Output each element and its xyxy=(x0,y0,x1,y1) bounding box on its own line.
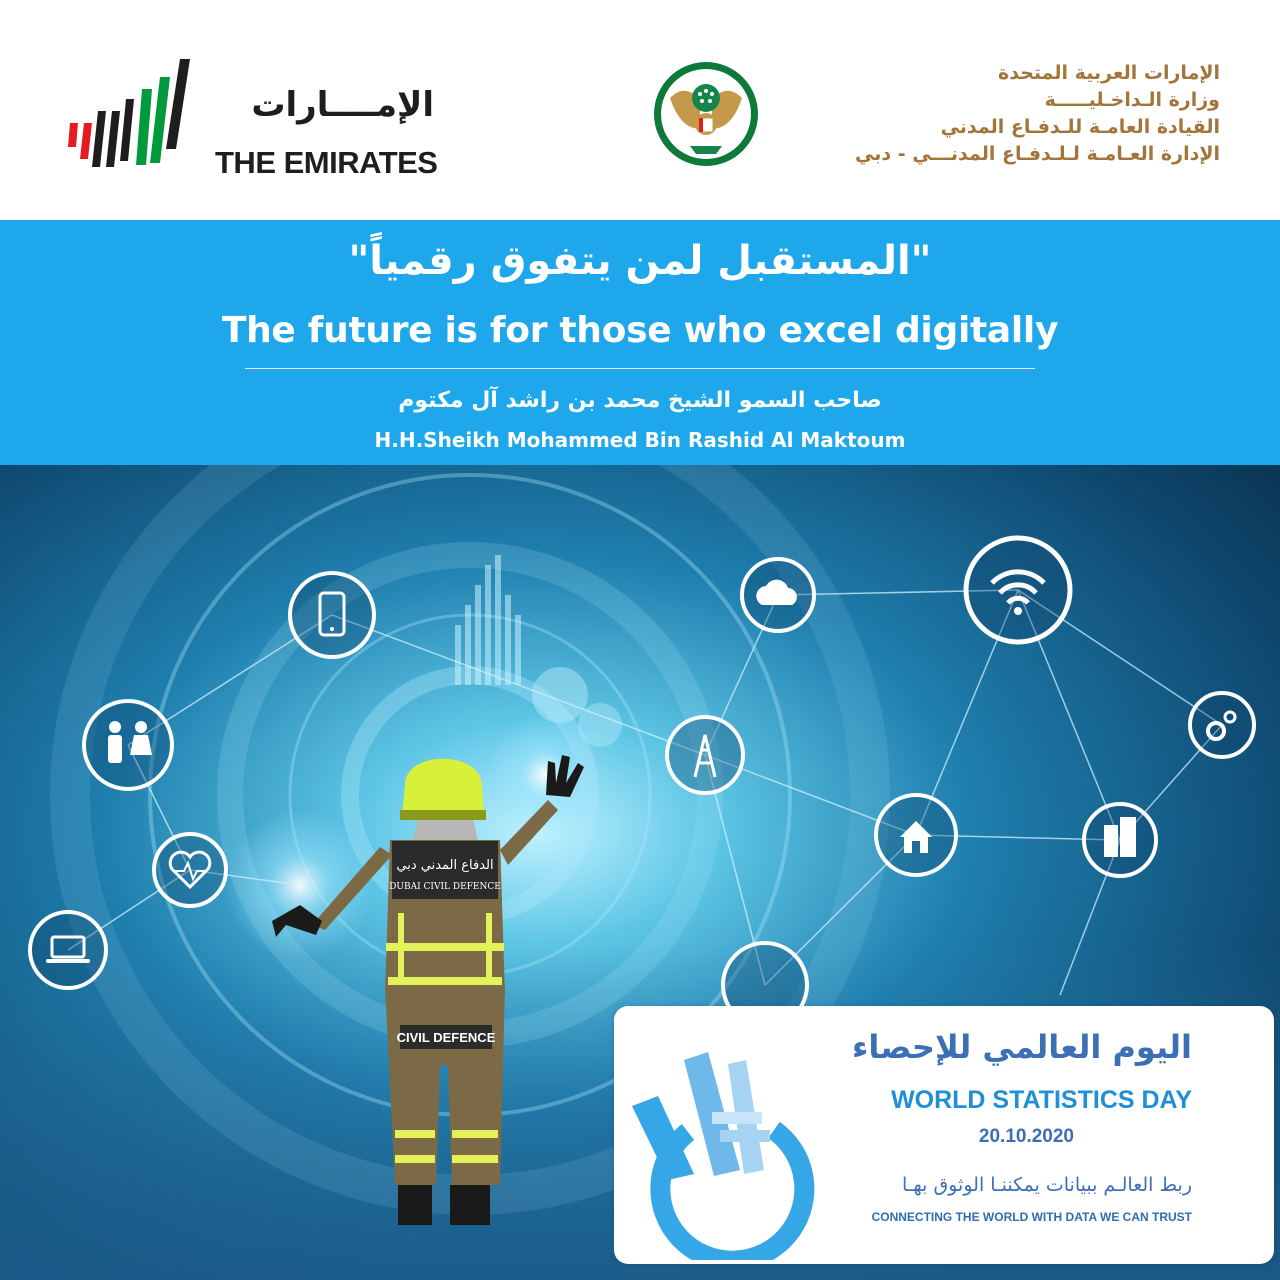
the-emirates-logo xyxy=(62,55,442,185)
world-statistics-day-card xyxy=(614,1006,1274,1264)
uniform-chest-arabic: الدفاع المدني دبي xyxy=(396,858,494,873)
quote-english: The future is for those who excel digitally xyxy=(221,310,1059,351)
uniform-chest-english: DUBAI CIVIL DEFENCE xyxy=(389,882,501,892)
ministry-line-1: الإمارات العربية المتحدة xyxy=(998,62,1220,84)
cloud-icon xyxy=(742,559,814,631)
tower-icon xyxy=(667,717,743,793)
laptop-icon xyxy=(30,912,106,988)
quote-author-arabic: صاحب السمو الشيخ محمد بن راشد آل مكتوم xyxy=(398,388,882,413)
quote-arabic: "المستقبل لمن يتفوق رقمياً" xyxy=(348,238,932,284)
heart-rate-icon xyxy=(154,834,226,906)
uniform-back-label: CIVIL DEFENCE xyxy=(396,1030,496,1045)
wsd-tagline-english: CONNECTING THE WORLD WITH DATA WE CAN TRUST xyxy=(871,1210,1192,1224)
ministry-line-2: وزارة الـداخـليـــــة xyxy=(1044,89,1220,111)
emirates-stripes-icon xyxy=(62,55,212,185)
wsd-title-arabic: اليوم العالمي للإحصاء xyxy=(851,1028,1192,1066)
world-statistics-day-logo-icon xyxy=(624,1020,824,1260)
wsd-title-english: WORLD STATISTICS DAY xyxy=(891,1086,1192,1114)
ministry-line-3: القيادة العامـة للـدفـاع المدني xyxy=(940,116,1220,138)
gears-icon xyxy=(1190,693,1254,757)
buildings-icon xyxy=(1084,804,1156,876)
smartphone-icon xyxy=(290,573,374,657)
ministry-line-4: الإدارة العـامـة لـلـدفـاع المدنـــي - دبي xyxy=(854,143,1220,165)
wsd-tagline-arabic: ربط العالـم ببيانات يمكننـا الوثوق بهـا xyxy=(902,1174,1192,1196)
home-icon xyxy=(876,795,956,875)
emirates-logo-english: THE EMIRATES xyxy=(215,145,438,180)
ministry-emblem-icon xyxy=(650,58,762,170)
banner-divider xyxy=(245,368,1035,369)
quote-banner xyxy=(0,220,1280,465)
family-icon xyxy=(84,701,172,789)
emirates-logo-arabic: الإمــــارات xyxy=(251,85,434,125)
wsd-date: 20.10.2020 xyxy=(978,1126,1074,1147)
quote-author-english: H.H.Sheikh Mohammed Bin Rashid Al Maktoum xyxy=(374,428,906,452)
header xyxy=(0,0,1280,220)
ministry-title xyxy=(770,60,1220,180)
wifi-icon xyxy=(966,538,1070,642)
